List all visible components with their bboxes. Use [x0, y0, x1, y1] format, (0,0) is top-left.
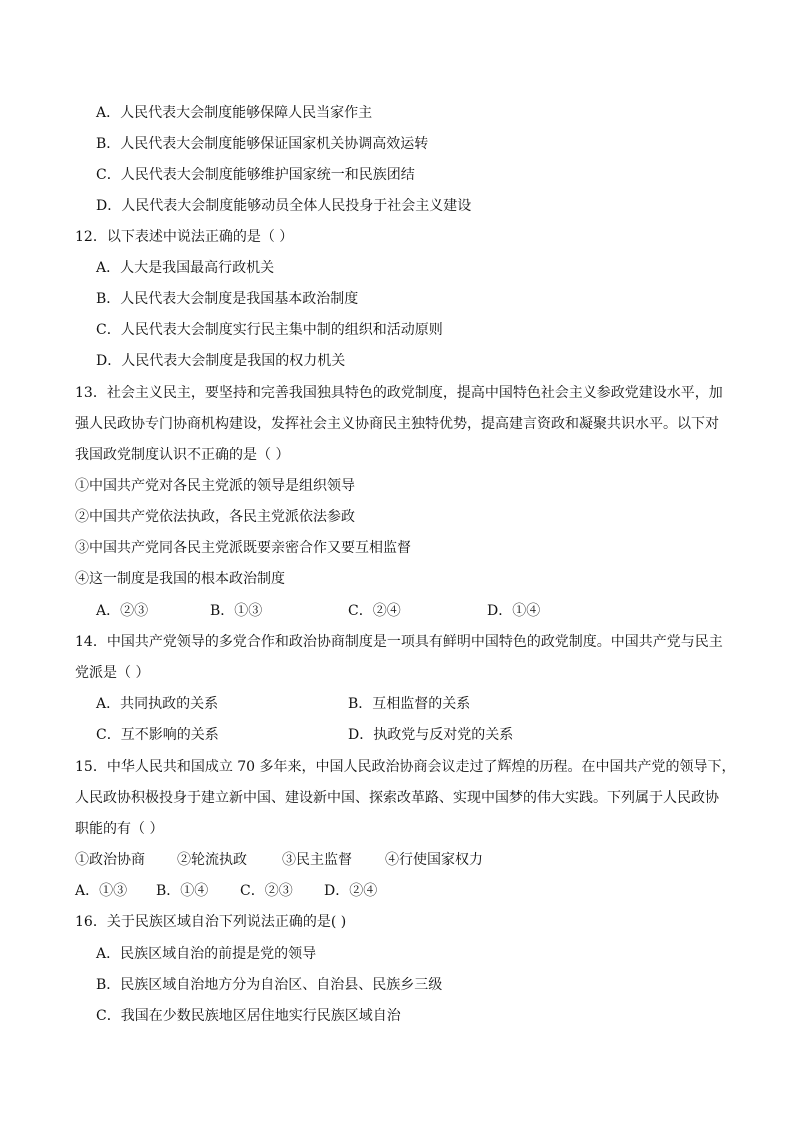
q15-statement-2: ②轮流执政: [177, 852, 247, 868]
q13-option-d: D．①④: [487, 603, 541, 619]
q15-statement-3: ③民主监督: [282, 852, 352, 868]
q14-options-row-1: [0, 694, 794, 714]
q14-stem-line-2: 党派是（ ）: [75, 665, 150, 681]
q15-option-d: D．②④: [324, 883, 378, 899]
q13-stem-line-2: 强人民政协专门协商机构建设，发挥社会主义协商民主独特优势，提高建言资政和凝聚共识水平。以下对: [75, 416, 719, 432]
q16-option-c: C．我国在少数民族地区居住地实行民族区域自治: [96, 1008, 401, 1024]
q12-stem: 12．以下表述中说法正确的是（ ）: [75, 229, 294, 245]
q15-statements-row: [0, 850, 794, 870]
q11-option-d: D．人民代表大会制度能够动员全体人民投身于社会主义建设: [96, 198, 472, 214]
q11-option-c: C．人民代表大会制度能够维护国家统一和民族团结: [96, 167, 415, 183]
q15-stem-line-3: 职能的有（ ）: [75, 821, 164, 837]
q16-stem: 16．关于民族区域自治下列说法正确的是( ): [75, 914, 347, 930]
q14-option-a: A．共同执政的关系: [96, 696, 219, 712]
q13-statement-1: ①中国共产党对各民主党派的领导是组织领导: [75, 478, 355, 494]
q14-stem-line-1: 14．中国共产党领导的多党合作和政治协商制度是一项具有鲜明中国特色的政党制度。中国共产党与民主: [75, 634, 723, 650]
q16-option-a: A．民族区域自治的前提是党的领导: [96, 946, 317, 962]
q15-option-b: B．①④: [156, 883, 209, 899]
q13-option-b: B．①③: [210, 603, 263, 619]
q15-option-a: A．①③: [75, 883, 128, 899]
q13-stem-line-1: 13．社会主义民主，要坚持和完善我国独具特色的政党制度，提高中国特色社会主义参政党建设水平，加: [75, 385, 723, 401]
q14-options-row-2: [0, 725, 794, 745]
q12-option-a: A．人大是我国最高行政机关: [96, 260, 275, 276]
q11-option-b: B．人民代表大会制度能够保证国家机关协调高效运转: [96, 136, 429, 152]
q12-option-c: C．人民代表大会制度实行民主集中制的组织和活动原则: [96, 322, 443, 338]
q12-option-b: B．人民代表大会制度是我国基本政治制度: [96, 291, 359, 307]
q13-statement-2: ②中国共产党依法执政，各民主党派依法参政: [75, 509, 355, 525]
q14-option-d: D．执政党与反对党的关系: [348, 727, 514, 743]
q12-option-d: D．人民代表大会制度是我国的权力机关: [96, 353, 346, 369]
q15-statement-1: ①政治协商: [75, 852, 145, 868]
q14-option-c: C．互不影响的关系: [96, 727, 219, 743]
q13-statement-4: ④这一制度是我国的根本政治制度: [75, 571, 285, 587]
q11-option-a: A．人民代表大会制度能够保障人民当家作主: [96, 105, 373, 121]
q15-stem-line-1: 15．中华人民共和国成立 70 多年来，中国人民政治协商会议走过了辉煌的历程。在中国共产党的领导下，: [75, 759, 736, 775]
q15-option-c: C．②③: [240, 883, 293, 899]
q13-option-a: A．②③: [96, 603, 149, 619]
q13-stem-line-3: 我国政党制度认识不正确的是（ ）: [75, 447, 290, 463]
q15-stem-line-2: 人民政协积极投身于建立新中国、建设新中国、探索改革路、实现中国梦的伟大实践。下列属于人民政协: [75, 790, 719, 806]
q16-option-b: B．民族区域自治地方分为自治区、自治县、民族乡三级: [96, 977, 443, 993]
q14-option-b: B．互相监督的关系: [348, 696, 471, 712]
q13-option-c: C．②④: [348, 603, 401, 619]
q13-statement-3: ③中国共产党同各民主党派既要亲密合作又要互相监督: [75, 540, 411, 556]
q15-options-row: [0, 881, 794, 901]
q15-statement-4: ④行使国家权力: [385, 852, 483, 868]
q13-options-row: [0, 601, 794, 621]
